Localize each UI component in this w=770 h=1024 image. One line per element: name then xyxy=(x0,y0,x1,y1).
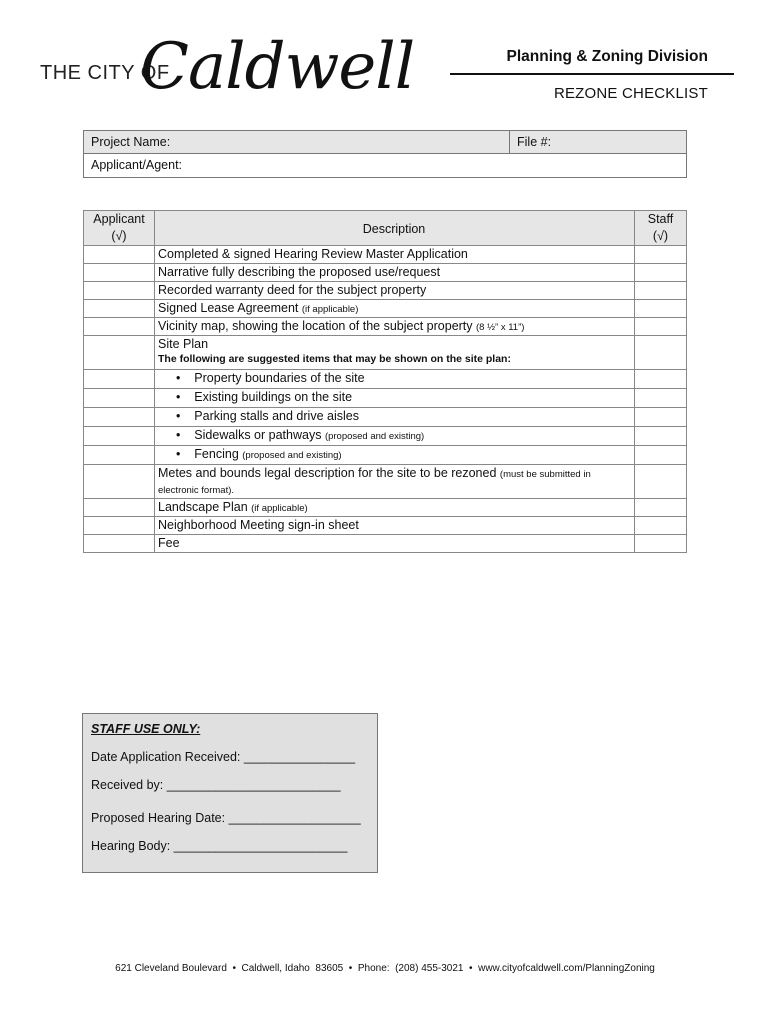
staff-checkbox[interactable] xyxy=(635,246,687,264)
row-description xyxy=(155,408,635,427)
staff-use-heading: STAFF USE ONLY: xyxy=(91,722,201,736)
bullet-note: (proposed and existing) xyxy=(324,431,425,442)
table-row xyxy=(84,499,687,517)
table-row xyxy=(84,535,687,553)
bullet-icon: • xyxy=(176,409,181,423)
project-info-box xyxy=(83,130,687,178)
division-title: Planning & Zoning Division xyxy=(506,48,708,65)
footer-contact: 621 Cleveland Boulevard • Caldwell, Idaho 83605 • Phone: (208) 455-3021 • www.cityofcaldwell.com/PlanningZoning xyxy=(115,963,655,974)
applicant-checkbox[interactable] xyxy=(84,264,155,282)
table-row xyxy=(84,300,687,318)
bullet-icon: • xyxy=(176,428,181,442)
staff-checkbox[interactable] xyxy=(635,282,687,300)
applicant-checkbox[interactable] xyxy=(84,446,155,465)
staff-checkbox[interactable] xyxy=(635,427,687,446)
project-name-field[interactable]: Project Name: xyxy=(84,131,510,153)
row-description: Neighborhood Meeting sign-in sheet xyxy=(155,517,635,535)
table-row xyxy=(84,446,687,465)
table-row xyxy=(84,465,687,499)
table-row xyxy=(84,427,687,446)
hearing-date-field[interactable]: Proposed Hearing Date: ___________________ xyxy=(91,811,361,825)
row-text: Landscape Plan xyxy=(158,500,248,514)
logo-name: Caldwell xyxy=(140,30,415,104)
applicant-checkbox[interactable] xyxy=(84,535,155,553)
staff-checkbox[interactable] xyxy=(635,465,687,499)
description-column-header: Description xyxy=(155,211,635,246)
row-description: Fee xyxy=(155,535,635,553)
page-title: REZONE CHECKLIST xyxy=(553,85,708,102)
date-received-field[interactable]: Date Application Received: ________________ xyxy=(91,750,356,764)
applicant-checkbox[interactable] xyxy=(84,465,155,499)
bullet-text: Property boundaries of the site xyxy=(194,371,365,385)
row-description xyxy=(155,370,635,389)
row-description xyxy=(155,465,635,499)
row-description xyxy=(155,427,635,446)
staff-checkbox[interactable] xyxy=(635,446,687,465)
applicant-checkbox[interactable] xyxy=(84,408,155,427)
row-description: Recorded warranty deed for the subject property xyxy=(155,282,635,300)
staff-checkbox[interactable] xyxy=(635,517,687,535)
bullet-text: Existing buildings on the site xyxy=(194,390,353,404)
received-by-field[interactable]: Received by: _________________________ xyxy=(91,778,341,792)
row-text: Vicinity map, showing the location of the subject property xyxy=(158,319,473,333)
applicant-checkbox[interactable] xyxy=(84,246,155,264)
row-text: Metes and bounds legal description for the site to be rezoned xyxy=(158,466,497,480)
row-note: (if applicable) xyxy=(251,503,308,514)
hearing-body-field[interactable]: Hearing Body: _________________________ xyxy=(91,839,348,853)
header-rule xyxy=(450,73,734,75)
bullet-text: Sidewalks or pathways xyxy=(194,428,322,442)
applicant-checkbox[interactable] xyxy=(84,336,155,370)
table-row xyxy=(84,246,687,264)
bullet-text: Parking stalls and drive aisles xyxy=(194,409,359,423)
table-row xyxy=(84,389,687,408)
applicant-checkbox[interactable] xyxy=(84,300,155,318)
row-description xyxy=(155,300,635,318)
bullet-icon: • xyxy=(176,371,181,385)
applicant-check-label: (√) xyxy=(111,229,127,243)
row-text: Signed Lease Agreement xyxy=(158,301,299,315)
staff-checkbox[interactable] xyxy=(635,264,687,282)
staff-header-label: Staff xyxy=(647,212,674,226)
applicant-checkbox[interactable] xyxy=(84,427,155,446)
table-row xyxy=(84,264,687,282)
staff-checkbox[interactable] xyxy=(635,300,687,318)
row-description xyxy=(155,336,635,370)
row-note: (must be submitted in electronic format). xyxy=(158,469,591,496)
staff-checkbox[interactable] xyxy=(635,370,687,389)
applicant-column-header xyxy=(84,211,155,246)
row-description xyxy=(155,389,635,408)
row-description: Completed & signed Hearing Review Master Application xyxy=(155,246,635,264)
staff-checkbox[interactable] xyxy=(635,408,687,427)
bullet-icon: • xyxy=(176,390,181,404)
row-note: (8 ½” x 11”) xyxy=(476,322,525,333)
applicant-checkbox[interactable] xyxy=(84,499,155,517)
row-description xyxy=(155,446,635,465)
checklist-table xyxy=(83,210,687,553)
row-description xyxy=(155,499,635,517)
applicant-checkbox[interactable] xyxy=(84,370,155,389)
row-description xyxy=(155,318,635,336)
logo-prefix: THE CITY OF xyxy=(40,62,170,84)
table-row xyxy=(84,517,687,535)
file-number-field[interactable]: File #: xyxy=(517,135,552,149)
staff-checkbox[interactable] xyxy=(635,389,687,408)
applicant-checkbox[interactable] xyxy=(84,389,155,408)
applicant-checkbox[interactable] xyxy=(84,318,155,336)
city-logo xyxy=(40,30,415,110)
applicant-agent-field[interactable]: Applicant/Agent: xyxy=(91,158,183,172)
table-header-row xyxy=(84,211,687,246)
staff-check-label: (√) xyxy=(652,229,669,243)
staff-checkbox[interactable] xyxy=(635,336,687,370)
table-row xyxy=(84,336,687,370)
table-row xyxy=(84,408,687,427)
staff-checkbox[interactable] xyxy=(635,535,687,553)
table-row xyxy=(84,370,687,389)
site-plan-note: The following are suggested items that may be shown on the site plan: xyxy=(158,353,511,365)
bullet-icon: • xyxy=(176,447,181,461)
staff-checkbox[interactable] xyxy=(635,318,687,336)
project-row xyxy=(84,131,686,154)
applicant-checkbox[interactable] xyxy=(84,517,155,535)
row-description: Narrative fully describing the proposed use/request xyxy=(155,264,635,282)
bullet-text: Fencing xyxy=(194,447,239,461)
table-row xyxy=(84,282,687,300)
row-text: Site Plan xyxy=(158,337,209,351)
staff-checkbox[interactable] xyxy=(635,499,687,517)
bullet-note: (proposed and existing) xyxy=(242,450,342,461)
table-row xyxy=(84,318,687,336)
applicant-checkbox[interactable] xyxy=(84,282,155,300)
row-note: (if applicable) xyxy=(301,304,359,315)
staff-use-box xyxy=(82,713,378,873)
applicant-header-label: Applicant xyxy=(93,212,145,226)
staff-column-header xyxy=(635,211,687,246)
